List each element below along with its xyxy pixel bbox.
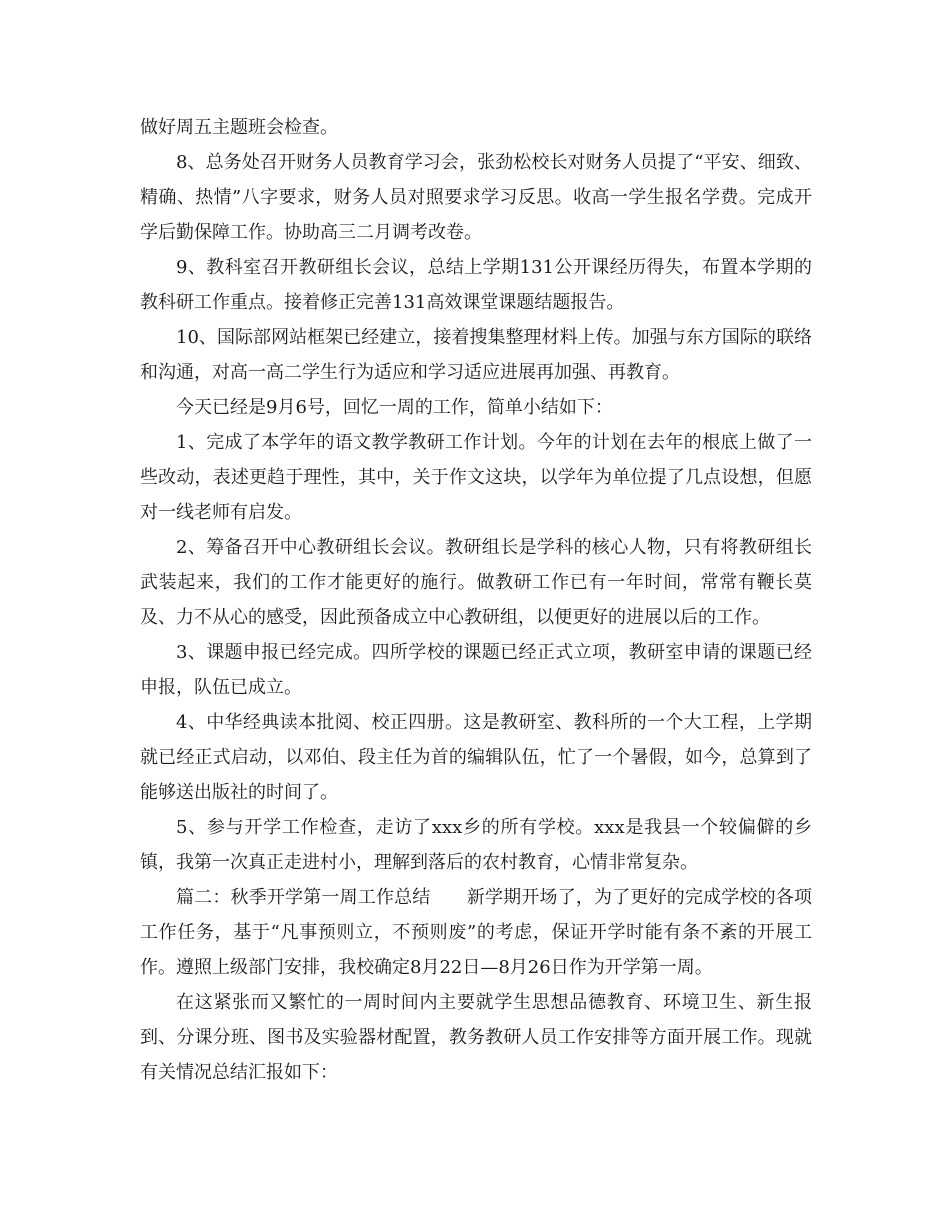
paragraph-item-10: 10、国际部网站框架已经建立，接着搜集整理材料上传。加强与东方国际的联络和沟通，对高一高二学生行为适应和学习适应进展再加强、再教育。 bbox=[140, 327, 812, 383]
paragraph-part-two-body: 在这紧张而又繁忙的一周时间内主要就学生思想品德教育、环境卫生、新生报到、分课分班、图书及实验器材配置，教务教研人员工作安排等方面开展工作。现就有关情况总结汇报如下： bbox=[140, 992, 812, 1083]
paragraph-item-8: 8、总务处召开财务人员教育学习会，张劲松校长对财务人员提了“平安、细致、精确、热情”八字要求，财务人员对照要求学习反思。收高一学生报名学费。完成开学后勤保障工作。协助高三二月调考改卷。 bbox=[140, 152, 812, 243]
document-body bbox=[140, 110, 812, 1090]
paragraph-item-9: 9、教科室召开教研组长会议，总结上学期131公开课经历得失，布置本学期的教科研工作重点。接着修正完善131高效课堂课题结题报告。 bbox=[140, 257, 812, 313]
paragraph-summary-1: 1、完成了本学年的语文教学教研工作计划。今年的计划在去年的根底上做了一些改动，表述更趋于理性，其中，关于作文这块，以学年为单位提了几点设想，但愿对一线老师有启发。 bbox=[140, 432, 812, 523]
paragraph-summary-3: 3、课题申报已经完成。四所学校的课题已经正式立项，教研室申请的课题已经申报，队伍已成立。 bbox=[140, 642, 812, 698]
paragraph-continuation: 做好周五主题班会检查。 bbox=[140, 117, 338, 138]
paragraph-summary-intro: 今天已经是9月6号，回忆一周的工作，简单小结如下： bbox=[176, 397, 613, 418]
paragraph-part-two: 篇二：秋季开学第一周工作总结 新学期开场了，为了更好的完成学校的各项工作任务，基于“凡事预则立，不预则废”的考虑，保证开学时能有条不紊的开展工作。遵照上级部门安排，我校确定8月22日—8月26日作为开学第一周。 bbox=[140, 887, 812, 978]
paragraph-summary-5: 5、参与开学工作检查，走访了xxx乡的所有学校。xxx是我县一个较偏僻的乡镇，我第一次真正走进村小，理解到落后的农村教育，心情非常复杂。 bbox=[140, 817, 812, 873]
paragraph-summary-2: 2、筹备召开中心教研组长会议。教研组长是学科的核心人物，只有将教研组长武装起来，我们的工作才能更好的施行。做教研工作已有一年时间，常常有鞭长莫及、力不从心的感受，因此预备成立中心教研组，以便更好的进展以后的工作。 bbox=[140, 537, 812, 628]
paragraph-summary-4: 4、中华经典读本批阅、校正四册。这是教研室、教科所的一个大工程，上学期就已经正式启动，以邓伯、段主任为首的编辑队伍，忙了一个暑假，如今，总算到了能够送出版社的时间了。 bbox=[140, 712, 812, 803]
